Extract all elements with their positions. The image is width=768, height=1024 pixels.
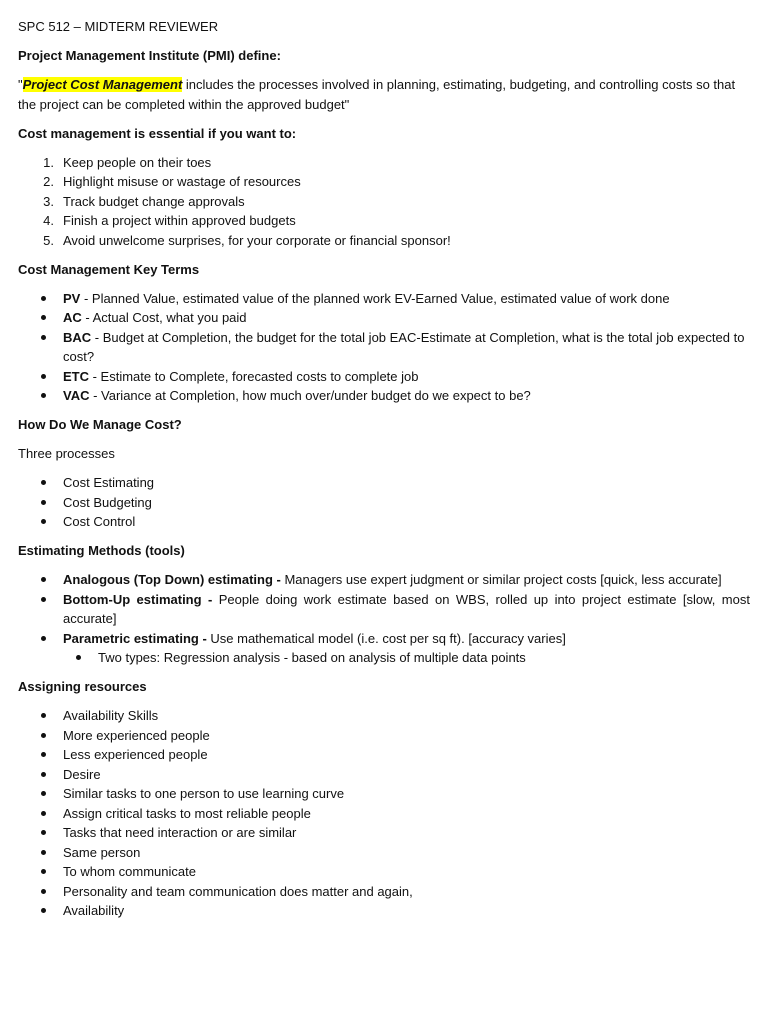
list-item [18, 386, 750, 406]
list-item [18, 648, 750, 668]
bullet-icon [41, 772, 46, 777]
list-item [18, 823, 750, 843]
methods-list [18, 570, 750, 648]
list-item-text: Assign critical tasks to most reliable people [63, 805, 311, 821]
list-item [18, 629, 750, 649]
list-item-text: Cost Control [63, 514, 136, 529]
key-terms-list [18, 289, 750, 406]
list-item [18, 901, 750, 921]
bullet-icon [41, 889, 46, 894]
term-label: PV [63, 290, 81, 306]
manage-intro: Three processes [18, 446, 115, 461]
methods-heading: Estimating Methods (tools) [18, 543, 185, 558]
bullet-icon [41, 811, 46, 816]
key-terms-heading: Cost Management Key Terms [18, 261, 200, 277]
bullet-icon [41, 335, 46, 340]
list-item [18, 590, 750, 629]
term-description: People doing work estimate based on WBS, rolled up into project estimate [slow, most accurate] [63, 591, 750, 626]
processes-list [18, 473, 750, 532]
pmi-heading: Project Management Institute (PMI) define: [18, 48, 281, 63]
list-item-text: Cost Budgeting [63, 494, 152, 510]
essential-heading: Cost management is essential if you want to: [18, 125, 297, 141]
bullet-icon [41, 908, 46, 913]
term-label: BAC [63, 329, 92, 345]
list-item-text: Two types: Regression analysis - based on analysis of multiple data points [98, 650, 526, 665]
bullet-icon [41, 519, 46, 524]
bullet-icon [41, 597, 46, 602]
list-item [18, 862, 750, 882]
quote-mark: " [18, 77, 23, 92]
list-item-text: Finish a project within approved budgets [63, 213, 296, 228]
bullet-icon [41, 393, 46, 398]
list-item [18, 367, 750, 387]
bullet-icon [41, 296, 46, 301]
pmi-definition [18, 75, 750, 114]
list-item [18, 153, 750, 173]
list-item [18, 211, 750, 231]
document-title: SPC 512 – MIDTERM REVIEWER [18, 19, 219, 34]
list-item-text: Highlight misuse or wastage of resources [63, 174, 301, 189]
highlighted-term: Project Cost Management [22, 77, 183, 92]
bullet-icon [41, 480, 46, 485]
list-item-text: Desire [63, 766, 101, 782]
list-item-text: Same person [63, 844, 141, 860]
term-description: Use mathematical model (i.e. cost per sq ft). [accuracy varies] [206, 630, 566, 646]
list-item [18, 231, 750, 251]
list-item [18, 493, 750, 513]
list-number: 4. [43, 213, 54, 228]
list-number: 5. [43, 232, 54, 248]
list-item-text: Tasks that need interaction or are similar [63, 825, 297, 840]
list-item [18, 765, 750, 785]
list-item-text: Cost Estimating [63, 475, 155, 490]
bullet-icon [41, 830, 46, 835]
term-description: Managers use expert judgment or similar project costs [quick, less accurate] [280, 572, 722, 587]
list-item [18, 726, 750, 746]
list-number: 2. [43, 174, 54, 189]
list-item-text: Track budget change approvals [63, 193, 245, 209]
list-item [18, 843, 750, 863]
list-item-text: More experienced people [63, 727, 210, 743]
bullet-icon [41, 850, 46, 855]
bullet-icon [41, 577, 46, 582]
list-item [18, 328, 750, 367]
list-item-text: Personality and team communication does matter and again, [63, 883, 413, 899]
list-item [18, 512, 750, 532]
manage-heading: How Do We Manage Cost? [18, 417, 182, 432]
list-item-text: To whom communicate [63, 864, 196, 879]
term-description: - Variance at Completion, how much over/under budget do we expect to be? [89, 388, 531, 403]
bullet-icon [41, 733, 46, 738]
bullet-icon [41, 869, 46, 874]
bullet-icon [41, 713, 46, 718]
resources-list [18, 706, 750, 921]
document-page [18, 17, 750, 921]
list-item [18, 308, 750, 328]
list-item-text: Similar tasks to one person to use learning curve [63, 786, 345, 801]
list-item [18, 882, 750, 902]
bullet-icon [76, 655, 81, 660]
list-item [18, 804, 750, 824]
bullet-icon [41, 315, 46, 320]
list-item-text: Less experienced people [63, 747, 208, 762]
term-description: - Planned Value, estimated value of the planned work EV-Earned Value, estimated value of work done [80, 290, 670, 306]
list-item [18, 706, 750, 726]
list-item [18, 784, 750, 804]
list-item [18, 172, 750, 192]
term-description: - Actual Cost, what you paid [81, 310, 247, 325]
list-item-text: Availability [63, 903, 125, 918]
list-number: 1. [43, 154, 54, 170]
resources-heading: Assigning resources [18, 679, 147, 694]
definition-text: includes the processes involved in planning, estimating, budgeting, and controlling costs so that the project can be completed within the approved budget" [18, 77, 736, 112]
bullet-icon [41, 791, 46, 796]
term-label: Analogous (Top Down) estimating - [63, 572, 281, 587]
list-item-text: Availability Skills [63, 708, 159, 723]
bullet-icon [41, 636, 46, 641]
bullet-icon [41, 500, 46, 505]
bullet-icon [41, 752, 46, 757]
term-description: - Budget at Completion, the budget for the total job EAC-Estimate at Completion, what is the total job expected to cost? [63, 329, 745, 364]
methods-sublist [18, 648, 750, 668]
list-item [18, 473, 750, 493]
list-item-text: Keep people on their toes [63, 154, 212, 170]
list-item [18, 745, 750, 765]
term-label: Parametric estimating - [63, 630, 207, 646]
list-number: 3. [43, 193, 54, 209]
term-label: Bottom-Up estimating - [63, 591, 213, 607]
term-label: AC [63, 310, 82, 325]
term-label: ETC [63, 368, 89, 384]
term-label: VAC [63, 388, 90, 403]
essential-list [18, 153, 750, 251]
list-item-text: Avoid unwelcome surprises, for your corporate or financial sponsor! [63, 232, 451, 248]
list-item [18, 289, 750, 309]
term-description: - Estimate to Complete, forecasted costs to complete job [89, 368, 419, 384]
bullet-icon [41, 374, 46, 379]
list-item [18, 570, 750, 590]
list-item [18, 192, 750, 212]
